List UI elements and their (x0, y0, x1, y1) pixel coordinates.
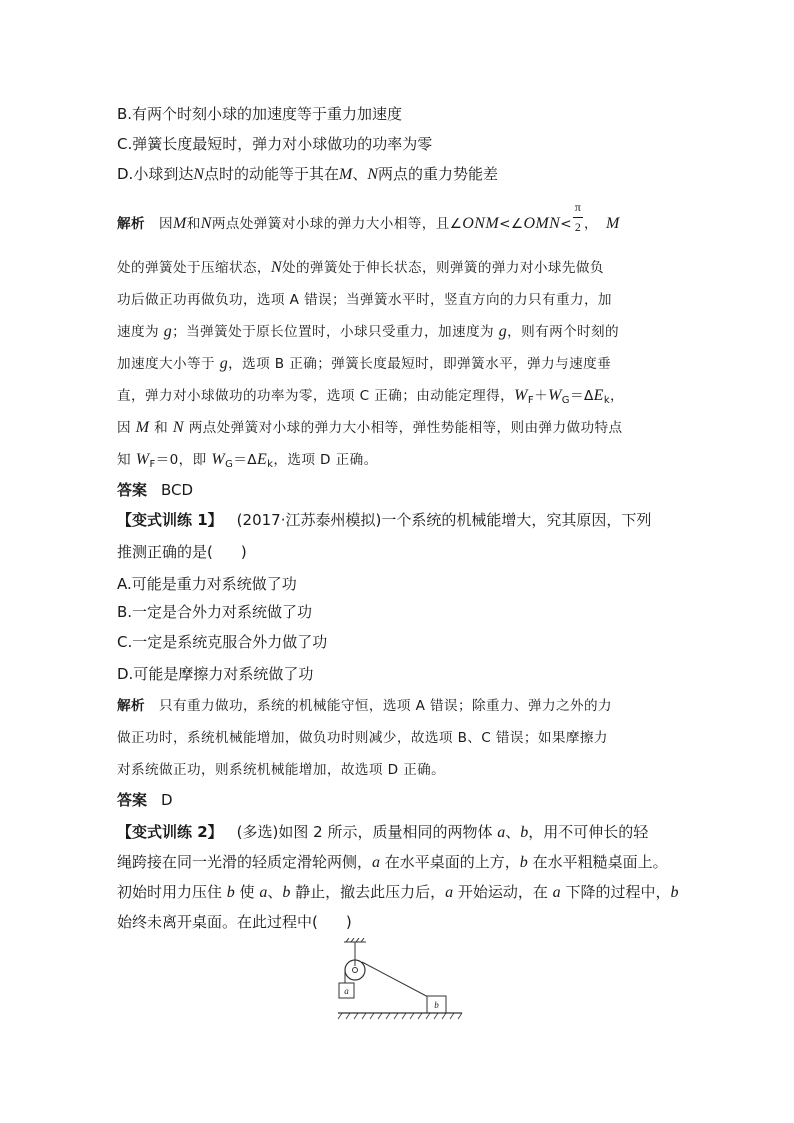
answer-label: 答案 (117, 481, 148, 499)
exercise2-stem-line3: 初始时用力压住 b 使 a、b 静止，撤去此压力后，a 开始运动，在 a 下降的过程中，b (117, 883, 679, 901)
option-c-prev: C.弹簧长度最短时，弹力对小球做功的功率为零 (117, 135, 433, 153)
ceiling-hatch (344, 938, 366, 942)
exercise1-option-a: A.可能是重力对系统做了功 (117, 575, 297, 593)
exercise1-option-d: D.可能是摩擦力对系统做了功 (117, 665, 314, 683)
pi-over-two-fraction: $\frac{\pi}{2}$ (574, 200, 582, 234)
analysis1-line2: 处的弹簧处于压缩状态，N处的弹簧处于伸长状态，则弹簧的弹力对小球先做负 (117, 259, 604, 276)
analysis2-line2: 做正功时，系统机械能增加，做负功时则减少，故选项 B、C 错误；如果摩擦力 (117, 730, 608, 746)
analysis-label: 解析 (117, 216, 145, 232)
exercise1-option-b: B.一定是合外力对系统做了功 (117, 603, 313, 621)
exercise2-stem-line2: 绳跨接在同一光滑的轻质定滑轮两侧，a 在水平桌面的上方，b 在水平粗糙桌面上。 (117, 853, 668, 871)
table-hatch (338, 1013, 462, 1019)
analysis1-line7: 因 M 和 N 两点处弹簧对小球的弹力大小相等，弹性势能相等，则由弹力做功特点 (117, 419, 623, 436)
exercise-label: 【变式训练 2】 (117, 823, 223, 841)
exercise-label: 【变式训练 1】 (117, 511, 223, 529)
exercise1-stem-line1: 【变式训练 1】 (2017·江苏泰州模拟)一个系统的机械能增大，究其原因，下列 (117, 511, 652, 529)
analysis2-line3: 对系统做正功，则系统机械能增加，故选项 D 正确。 (117, 762, 446, 778)
answer-value: BCD (161, 481, 194, 499)
analysis-label: 解析 (117, 698, 145, 714)
answer1 (117, 480, 677, 500)
answer-label: 答案 (117, 791, 148, 809)
block-a-label: a (344, 986, 349, 996)
block-b-label: b (434, 1000, 439, 1010)
option-b-prev: B.有两个时刻小球的加速度等于重力加速度 (117, 105, 403, 123)
analysis1-line8: 知 $W_F=0$，即 $W_G=\Delta E_k$，选项 D 正确。 (117, 451, 378, 470)
exercise1-stem-line2: 推测正确的是( ) (117, 543, 247, 561)
analysis2-line1: 解析 只有重力做功，系统的机械能守恒，选项 A 错误；除重力、弹力之外的力 (117, 698, 612, 714)
exercise-source: (2017·江苏泰州模拟) (236, 511, 382, 529)
pulley-axle (353, 968, 358, 973)
option-d-prev: D.小球到达N点时的动能等于其在M、N两点的重力势能差 (117, 165, 499, 183)
pulley-figure (336, 938, 466, 1022)
answer-value: D (161, 791, 173, 809)
analysis1-line3: 功后做正功再做负功，选项 A 错误；当弹簧水平时，竖直方向的力只有重力，加 (117, 292, 612, 308)
analysis1-line4: 速度为 g；当弹簧处于原长位置时，小球只受重力，加速度为 g，则有两个时刻的 (117, 323, 620, 340)
exercise2-stem-line4: 始终未离开桌面。在此过程中( ) (117, 913, 352, 931)
analysis1-line5: 加速度大小等于 g，选项 B 正确；弹簧长度最短时，即弹簧水平，弹力与速度垂 (117, 355, 612, 372)
exercise1-option-c: C.一定是系统克服合外力做了功 (117, 633, 328, 651)
answer2 (117, 790, 677, 810)
string-to-b (362, 962, 432, 999)
exercise2-stem-line1: 【变式训练 2】 (多选)如图 2 所示，质量相同的两物体 a、b，用不可伸长的轻 (117, 823, 649, 841)
analysis1-line6: 直，弹力对小球做功的功率为零，选项 C 正确；由动能定理得，$W_F+W_G=\Delta E_k$， (117, 387, 625, 406)
analysis1-line1: 解析 因M和N两点处弹簧对小球的弹力大小相等，且∠ONM<∠OMN< $\frac{\pi}{2}$ ， M (117, 200, 620, 234)
